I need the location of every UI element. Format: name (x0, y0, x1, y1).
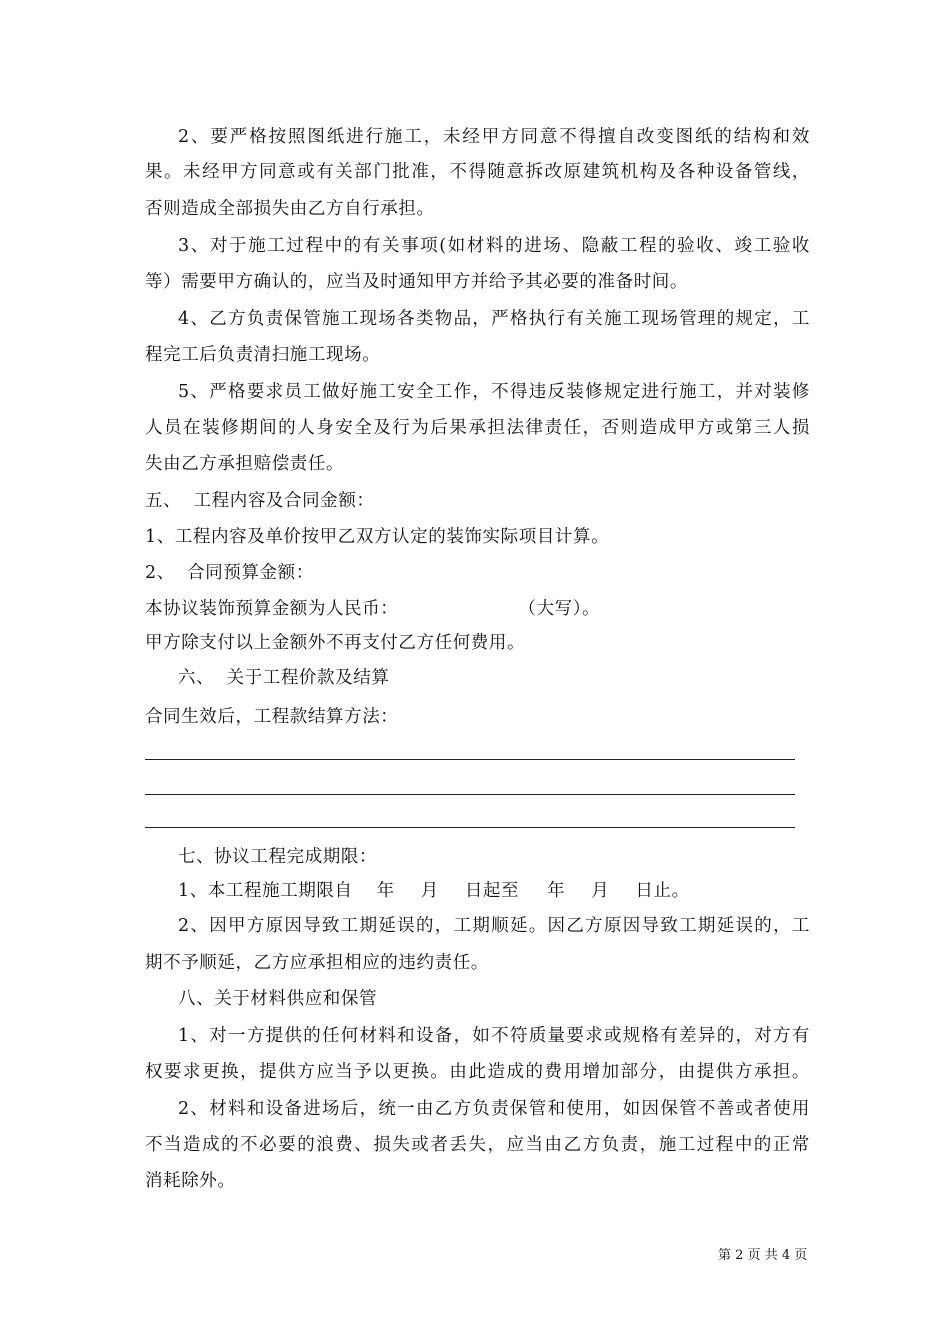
budget-prefix: 本协议装饰预算金额为人民币： (145, 599, 399, 619)
period-day-1: 日起至 (464, 881, 520, 901)
period-month-1: 月 (420, 881, 439, 901)
clause-8-2-line-3: 消耗除外。 (145, 1171, 236, 1191)
page-number (718, 1247, 807, 1265)
no-other-fee-statement: 甲方除支付以上金额外不再支付乙方任何费用。 (145, 633, 526, 653)
clause-4-line-1: 4、乙方负责保管施工现场各类物品，严格执行有关施工现场管理的规定，工 (178, 309, 810, 329)
clause-8-2-line-2: 不当造成的不必要的浪费、损失或者丢失，应当由乙方负责，施工过程中的正常 (145, 1135, 810, 1155)
section-7-heading: 七、协议工程完成期限： (178, 847, 378, 867)
clause-3-line-2: 等）需要甲方确认的，应当及时通知甲方并给予其必要的准备时间。 (145, 272, 688, 292)
clause-2-line-2: 果。未经甲方同意或有关部门批准，不得随意拆改原建筑机构及各种设备管线， (145, 162, 810, 182)
page-prefix: 第 (718, 1248, 732, 1263)
section-5-item-1: 1、工程内容及单价按甲乙双方认定的装饰实际项目计算。 (145, 527, 610, 547)
section-5-item-2: 2、 合同预算金额： (145, 563, 314, 583)
blank-fill-line-1[interactable] (145, 759, 795, 760)
section-6-heading: 六、 关于工程价款及结算 (178, 668, 390, 688)
page-mid: 页 共 (747, 1248, 778, 1263)
clause-7-2-line-1: 2、因甲方原因导致工期延误的，工期顺延。因乙方原因导致工期延误的，工 (178, 916, 810, 936)
clause-4-line-2: 程完工后负责清扫施工现场。 (145, 345, 381, 365)
page-total: 4 (781, 1248, 791, 1263)
clause-8-2-line-1: 2、材料和设备进场后，统一由乙方负责保管和使用，如因保管不善或者使用 (178, 1099, 810, 1119)
page-current: 2 (735, 1248, 744, 1263)
blank-fill-line-3[interactable] (145, 827, 795, 828)
page-suffix: 页 (794, 1248, 808, 1263)
budget-amount-line (145, 597, 810, 621)
clause-5-line-3: 失由乙方承担赔偿责任。 (145, 454, 345, 474)
blank-fill-line-2[interactable] (145, 794, 795, 795)
clause-5-line-1: 5、严格要求员工做好施工安全工作，不得违反装修规定进行施工，并对装修 (178, 382, 810, 402)
period-year-2: 年 (547, 881, 566, 901)
section-5-heading: 五、 工程内容及合同金额： (145, 491, 375, 511)
budget-suffix: （大写）。 (518, 599, 601, 619)
period-month-2: 月 (591, 881, 610, 901)
settlement-method-label: 合同生效后，工程款结算方法： (145, 707, 399, 727)
construction-period-line (178, 879, 810, 903)
clause-2-line-1: 2、要严格按照图纸进行施工，未经甲方同意不得擅自改变图纸的结构和效 (178, 127, 810, 147)
period-year-1: 年 (376, 881, 395, 901)
clause-8-1-line-2: 权要求更换，提供方应当予以更换。由此造成的费用增加部分，由提供方承担。 (145, 1062, 810, 1082)
section-8-heading: 八、关于材料供应和保管 (178, 989, 378, 1009)
clause-8-1-line-1: 1、对一方提供的任何材料和设备，如不符质量要求或规格有差异的，对方有 (178, 1026, 810, 1046)
clause-3-line-1: 3、对于施工过程中的有关事项(如材料的进场、隐蔽工程的验收、竣工验收 (178, 236, 810, 256)
clause-7-2-line-2: 期不予顺延，乙方应承担相应的违约责任。 (145, 953, 489, 973)
clause-5-line-2: 人员在装修期间的人身安全及行为后果承担法律责任，否则造成甲方或第三人损 (145, 418, 810, 438)
period-prefix: 1、本工程施工期限自 (178, 881, 353, 901)
period-day-2: 日止。 (635, 881, 690, 901)
clause-2-line-3: 否则造成全部损失由乙方自行承担。 (145, 199, 435, 219)
